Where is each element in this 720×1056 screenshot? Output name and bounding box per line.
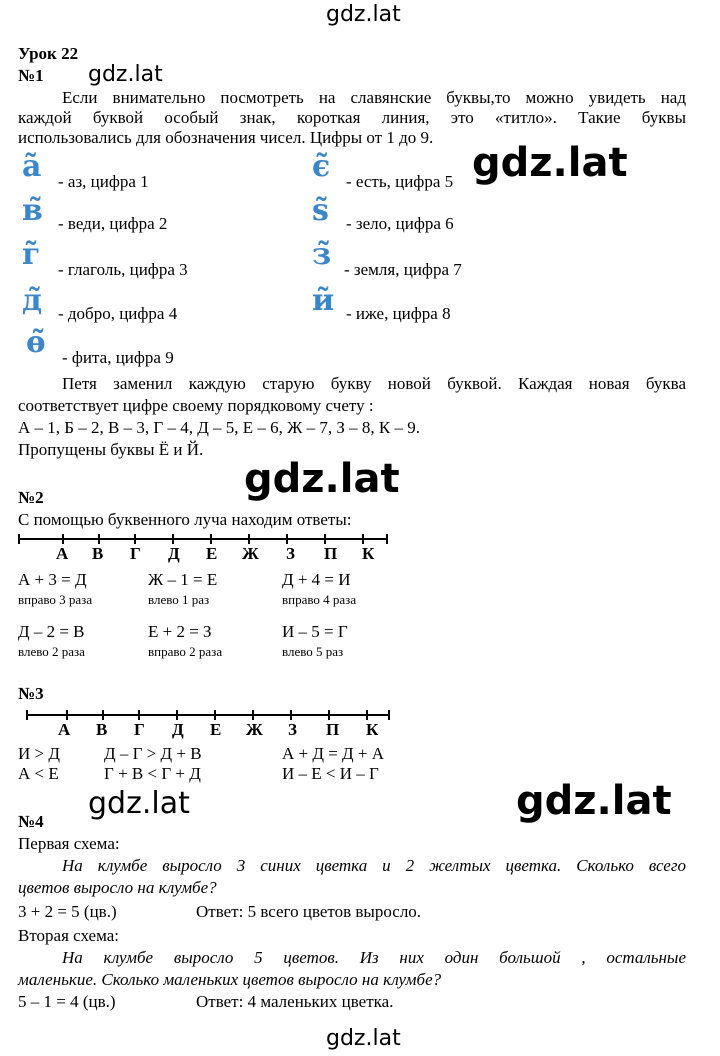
letter-desc: - аз, цифра 1: [58, 172, 149, 191]
ray-label: А: [58, 720, 71, 739]
equation: И – 5 = Г: [282, 622, 348, 641]
letter-desc: - есть, цифра 5: [346, 172, 454, 191]
watermark: gdz.lat: [472, 140, 628, 186]
scheme1-problem-line1: На клумбе выросло 3 синих цветка и 2 желтых цветка. Сколько всего: [62, 856, 686, 875]
comparison: Г + В < Г + Д: [104, 764, 201, 783]
ray-label: П: [326, 720, 340, 739]
letter-desc: - фита, цифра 9: [62, 348, 174, 367]
slavonic-letter-az-icon: а̃: [22, 149, 42, 184]
ray-label: Ж: [246, 720, 263, 739]
watermark: gdz.lat: [88, 62, 163, 87]
equation: Е + 2 = З: [148, 622, 212, 641]
equation: Д + 4 = И: [282, 570, 351, 589]
task4-number: №4: [18, 812, 44, 831]
letter-desc: - веди, цифра 2: [58, 214, 168, 233]
task1-para2-line1: Петя заменил каждую старую букву новой буквой. Каждая новая буква: [62, 374, 686, 393]
task1-intro-line2: каждой буквой особый знак, короткая линия, это «титло». Такие буквы: [18, 108, 686, 127]
letter-ray: [18, 538, 388, 540]
ray-label: З: [286, 544, 295, 563]
scheme2-answer: Ответ: 4 маленьких цветка.: [196, 992, 394, 1011]
scheme1-label: Первая схема:: [18, 834, 120, 853]
watermark: gdz.lat: [326, 2, 401, 27]
watermark: gdz.lat: [326, 1026, 401, 1051]
task1-intro-line1: Если внимательно посмотреть на славянские буквы,то можно увидеть над: [62, 88, 686, 107]
equation-note: вправо 3 раза: [18, 592, 93, 607]
scheme1-solution: 3 + 2 = 5 (цв.): [18, 902, 117, 921]
equation: Ж – 1 = Е: [148, 570, 218, 589]
task1-intro-line3: использовались для обозначения чисел. Цифры от 1 до 9.: [18, 128, 434, 147]
task2-intro: С помощью буквенного луча находим ответы:: [18, 510, 352, 529]
lesson-title: Урок 22: [18, 44, 79, 63]
equation: Д – 2 = В: [18, 622, 85, 641]
ray-label: А: [56, 544, 69, 563]
ray-label: Г: [134, 720, 145, 739]
task1-para2-line3: А – 1, Б – 2, В – 3, Г – 4, Д – 5, Е – 6, Ж – 7, З – 8, К – 9.: [18, 418, 421, 437]
ray-label: К: [366, 720, 379, 739]
slavonic-letter-glagol-icon: г̃: [22, 237, 41, 272]
slavonic-letter-dobro-icon: д̃: [22, 283, 42, 318]
equation-note: влево 1 раз: [148, 592, 210, 607]
scheme2-problem-line2: маленькие. Сколько маленьких цветов выросло на клумбе?: [18, 970, 442, 989]
equation-note: вправо 2 раза: [148, 644, 223, 659]
comparison: Д – Г > Д + В: [104, 744, 202, 763]
watermark: gdz.lat: [516, 778, 672, 824]
slavonic-letter-zelo-icon: ѕ̃: [312, 193, 329, 228]
ray-label: П: [324, 544, 338, 563]
ray-label: Г: [130, 544, 141, 563]
letter-ray: [26, 714, 390, 716]
letter-desc: - глаголь, цифра 3: [58, 260, 188, 279]
scheme1-answer: Ответ: 5 всего цветов выросло.: [196, 902, 422, 921]
task2-number: №2: [18, 488, 44, 507]
watermark: gdz.lat: [244, 456, 400, 502]
letter-desc: - добро, цифра 4: [58, 304, 178, 323]
ray-label: Ж: [242, 544, 259, 563]
ray-label: К: [362, 544, 375, 563]
ray-label: З: [288, 720, 297, 739]
letter-desc: - зело, цифра 6: [346, 214, 454, 233]
slavonic-letter-zemlya-icon: з̃: [312, 237, 332, 272]
scheme2-solution: 5 – 1 = 4 (цв.): [18, 992, 116, 1011]
task1-number: №1: [18, 66, 44, 85]
comparison: И > Д: [18, 744, 60, 763]
comparison: А < Е: [18, 764, 59, 783]
letter-desc: - земля, цифра 7: [344, 260, 462, 279]
scheme1-problem-line2: цветов выросло на клумбе?: [18, 878, 217, 897]
ray-label: Д: [168, 544, 180, 563]
ray-label: Е: [206, 544, 218, 563]
equation-note: влево 5 раз: [282, 644, 344, 659]
equation-note: влево 2 раза: [18, 644, 85, 659]
slavonic-letter-est-icon: є̃: [312, 149, 331, 184]
equation-note: вправо 4 раза: [282, 592, 357, 607]
watermark: gdz.lat: [88, 786, 190, 821]
equation: А + 3 = Д: [18, 570, 87, 589]
task1-para2-line4: Пропущены буквы Ё и Й.: [18, 440, 204, 459]
ray-label: Е: [210, 720, 222, 739]
task3-number: №3: [18, 684, 44, 703]
task1-para2-line2: соответствует цифре своему порядковому счету :: [18, 396, 374, 415]
slavonic-letter-vedi-icon: в̃: [22, 193, 43, 228]
slavonic-letter-fita-icon: ѳ̃: [26, 325, 46, 360]
ray-label: Д: [172, 720, 184, 739]
comparison: А + Д = Д + А: [282, 744, 385, 763]
comparison: И – Е < И – Г: [282, 764, 379, 783]
ray-label: В: [92, 544, 104, 563]
scheme2-label: Вторая схема:: [18, 926, 120, 945]
ray-label: В: [96, 720, 108, 739]
letter-desc: - иже, цифра 8: [346, 304, 451, 323]
slavonic-letter-izhe-icon: и̃: [312, 283, 335, 318]
scheme2-problem-line1: На клумбе выросло 5 цветов. Из них один большой , остальные: [62, 948, 686, 967]
